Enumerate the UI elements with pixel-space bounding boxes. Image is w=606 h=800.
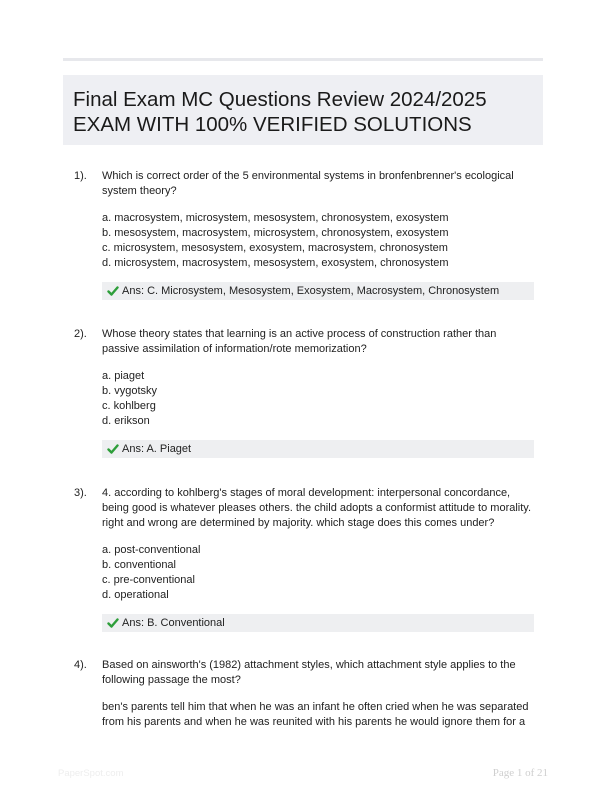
check-icon — [107, 443, 119, 455]
answer-box — [102, 614, 534, 632]
question-passage: ben's parents tell him that when he was an infant he often cried when he was separated from his parents and when he was reunited with his parents he would ignore them for a — [102, 701, 529, 728]
title-line-2: EXAM WITH 100% VERIFIED SOLUTIONS — [73, 113, 472, 136]
question-text — [102, 327, 534, 357]
question-number: 2). — [74, 328, 87, 340]
question-paragraph: Whose theory states that learning is an active process of construction rather than passive assimilation of information/rote memorization? — [102, 328, 497, 355]
document-title — [63, 75, 543, 145]
question-text — [102, 169, 534, 199]
question-paragraph: Which is correct order of the 5 environmental systems in bronfenbrenner's ecological system theory? — [102, 170, 514, 197]
question-number: 3). — [74, 487, 87, 499]
option-c: c. kohlberg — [102, 400, 156, 412]
watermark-text: PaperSpot.com — [58, 768, 124, 779]
question-paragraph: Based on ainsworth's (1982) attachment styles, which attachment style applies to the following passage the most? — [102, 659, 516, 686]
options-list — [102, 369, 543, 429]
option-b: b. mesosystem, macrosystem, microsystem, chronosystem, exosystem — [102, 227, 449, 239]
options-list — [102, 211, 543, 271]
option-a: a. piaget — [102, 370, 145, 382]
question-text — [102, 486, 534, 531]
check-icon — [107, 617, 119, 629]
option-a: a. post-conventional — [102, 544, 201, 556]
question-number: 1). — [74, 170, 87, 182]
title-line-1: Final Exam MC Questions Review 2024/2025 — [73, 88, 487, 111]
answer-text: Ans: A. Piaget — [122, 443, 192, 455]
option-a: a. macrosystem, microsystem, mesosystem, chronosystem, exosystem — [102, 212, 449, 224]
question-number: 4). — [74, 659, 87, 671]
top-divider — [63, 58, 543, 61]
option-c: c. pre-conventional — [102, 574, 195, 586]
option-d: d. microsystem, macrosystem, mesosystem, exosystem, chronosystem — [102, 257, 449, 269]
answer-box — [102, 440, 534, 458]
option-b: b. conventional — [102, 559, 176, 571]
answer-text: Ans: C. Microsystem, Mesosystem, Exosystem, Macrosystem, Chronosystem — [122, 285, 500, 297]
option-d: d. erikson — [102, 415, 150, 427]
question-3 — [63, 486, 543, 632]
question-paragraph: 4. according to kohlberg's stages of moral development: interpersonal concordance, being good is whatever pleases others. the child adopts a conformist attitude to morality. right and wrong are determined by majority. which stage does this comes under? — [102, 487, 532, 529]
check-icon — [107, 285, 119, 297]
answer-box — [102, 282, 534, 300]
option-d: d. operational — [102, 589, 169, 601]
option-c: c. microsystem, mesosystem, exosystem, macrosystem, chronosystem — [102, 242, 448, 254]
question-2 — [63, 327, 543, 458]
question-4 — [63, 658, 543, 742]
options-list — [102, 543, 543, 603]
page-number: Page 1 of 21 — [492, 767, 548, 779]
question-text — [102, 658, 534, 730]
answer-text: Ans: B. Conventional — [122, 617, 225, 629]
question-1 — [63, 169, 543, 300]
option-b: b. vygotsky — [102, 385, 158, 397]
